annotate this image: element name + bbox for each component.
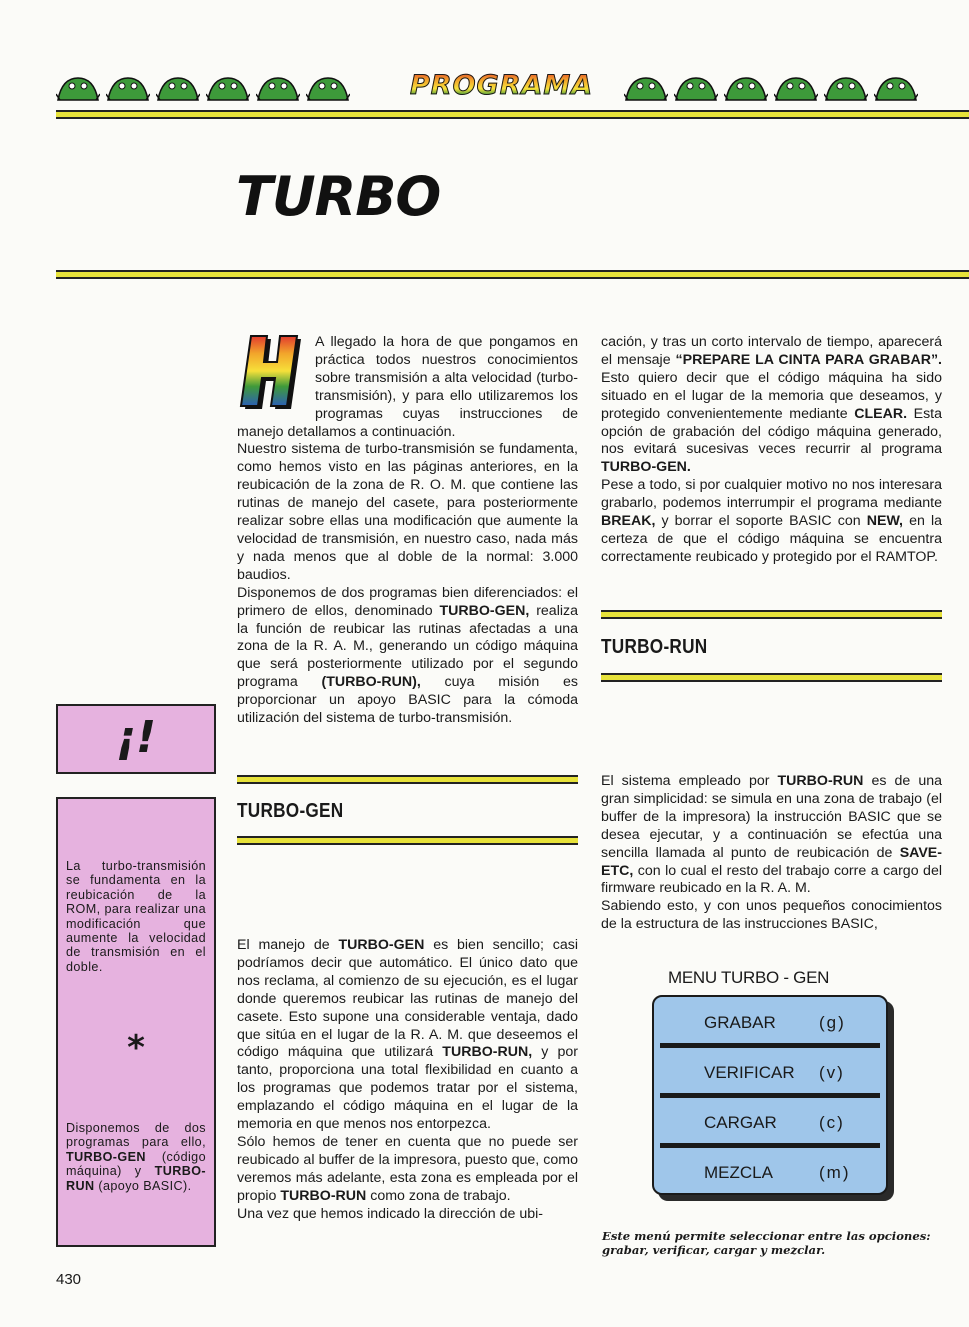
bug-icon: [624, 72, 668, 102]
asterisk-symbol: *: [127, 1028, 145, 1068]
menu-item-label: CARGAR: [704, 1113, 777, 1132]
column-1-body: El manejo de TURBO-GEN es bien sencillo; casi podríamos decir que automático. El único dato que nos reclama, al comienzo de su ejecución, es el lugar donde queremos reubicar las rutinas de manejo del casete. Esto supone una considerable ventaja, dado que sitúa en el lugar de la R. A. M. que deseemos el código máquina que utilizará TURBO-RUN, y por tanto, proporciona una total flexibilidad en cuanto a los programas que podemos tratar por el sistema, emplazando el código máquina en el lugar de la memoria en que menos nos entorpezca. Sólo hemos de tener en cuenta que no puede ser reubicado al buffer de la impresora, puesto que, como veremos más adelante, esta zona es empleada por el propio TURBO-RUN como zona de trabajo. Una vez que hemos indicado la dirección de ubi-: [237, 937, 578, 1222]
subheading-rule-bottom: [237, 836, 578, 845]
page-title: TURBO: [236, 165, 441, 228]
header-decoration-right: [624, 72, 918, 106]
subheading-turbo-gen: TURBO-GEN: [237, 800, 344, 822]
bug-icon: [824, 72, 868, 102]
menu-caption: MENU TURBO - GEN: [668, 968, 830, 987]
bug-icon: [306, 72, 350, 102]
title-rule: [56, 270, 969, 279]
menu-item-key: (v): [819, 1063, 845, 1082]
header-rule: [56, 110, 969, 119]
menu-item-label: VERIFICAR: [704, 1063, 795, 1082]
subheading-rule-top: [237, 775, 578, 784]
menu-item-label: GRABAR: [704, 1013, 776, 1032]
sidebar-note-2: Disponemos de dos programas para ello, TURBO-GEN (código máquina) y TURBO-RUN (apoyo BASIC).: [66, 1121, 206, 1193]
header-decoration-left: [56, 72, 350, 106]
column-2-intro: cación, y tras un corto intervalo de tiempo, aparecerá el mensaje “PREPARE LA CINTA PARA GRABAR”. Esto quiero decir que el código máquina ha sido situado en el lugar de la memoria que deseamos, y protegido convenientemente mediante CLEAR. Esta opción de grabación del código máquina generado, nos evitará sucesivas veces recurrir al programa TURBO-GEN. Pese a todo, si por cualquier motivo no nos interesara grabarlo, podemos interrumpir el programa mediante BREAK, y borrar el soporte BASIC con NEW, en la certeza de que el código máquina se encuentra correctamente reubicado y protegido por el RAMTOP.: [601, 334, 942, 565]
bug-icon: [774, 72, 818, 102]
bug-icon: [206, 72, 250, 102]
exclamation-symbol: ¡!: [115, 712, 157, 763]
subheading-rule-bottom: [601, 673, 942, 682]
bug-icon: [156, 72, 200, 102]
menu-item-key: (c): [819, 1113, 845, 1132]
bug-icon: [106, 72, 150, 102]
menu-item-mezcla: [654, 1147, 886, 1195]
menu-item-verificar: [654, 1047, 886, 1095]
sidebar-note-1: La turbo-transmisión se fundamenta en la reubicación de la ROM, para realizar una modificación que aumente la velocidad de transmisión en el doble.: [66, 859, 206, 974]
subheading-turbo-run: TURBO-RUN: [601, 636, 708, 658]
menu-item-grabar: [654, 997, 886, 1045]
menu-turbo-gen: [652, 995, 888, 1195]
page-number: 430: [56, 1271, 82, 1288]
column-1-intro: A llegado la hora de que pongamos en práctica todos nuestros conocimientos sobre transmisión a alta velocidad (turbo-transmisión), y para ello utilizaremos los programas cuyas instrucciones de manejo detallamos a continuación. Nuestro sistema de turbo-transmisión se fundamenta, como hemos visto en las páginas anteriores, en la reubicación de la zona de R. O. M. que contiene las rutinas de manejo del casete, para posteriormente realizar sobre ellas una modificación que aumente la velocidad de transmisión, en nuestro caso, nada más y nada menos que al doble de la normal: 3.000 baudios. Disponemos de dos programas bien diferenciados: el primero de ellos, denominado TURBO-GEN, realiza la función de reubicar las rutinas afectadas a una zona de la R. A. M., generando un código máquina que será posteriormente utilizado por el segundo programa (TURBO-RUN), cuya misión es proporcionar un apoyo BASIC para la cómoda utilización del sistema de turbo-transmisión.: [237, 334, 578, 727]
bug-icon: [724, 72, 768, 102]
figure-caption: Este menú permite seleccionar entre las opciones: grabar, verificar, cargar y mezclar.: [602, 1229, 931, 1257]
subheading-rule-top: [601, 610, 942, 619]
section-header: PROGRAMA: [410, 70, 590, 104]
bug-icon: [256, 72, 300, 102]
menu-item-cargar: [654, 1097, 886, 1145]
bug-icon: [874, 72, 918, 102]
bug-icon: [56, 72, 100, 102]
menu-item-key: (m): [819, 1163, 851, 1182]
column-2-body: El sistema empleado por TURBO-RUN es de una gran simplicidad: se simula en una zona de trabajo (el buffer de la impresora) la instrucción BASIC que se desea ejecutar, y a continuación se efectúa una sencilla llamada al punto de reubicación de SAVE-ETC, con lo cual el resto del trabajo corre a cargo del firmware reubicado en la R. A. M. Sabiendo esto, y con unos pequeños conocimientos de la estructura de las instrucciones BASIC,: [601, 773, 942, 933]
dropcap-h-icon: [237, 332, 303, 410]
menu-item-key: (g): [819, 1013, 846, 1032]
bug-icon: [674, 72, 718, 102]
menu-item-label: MEZCLA: [704, 1163, 773, 1182]
